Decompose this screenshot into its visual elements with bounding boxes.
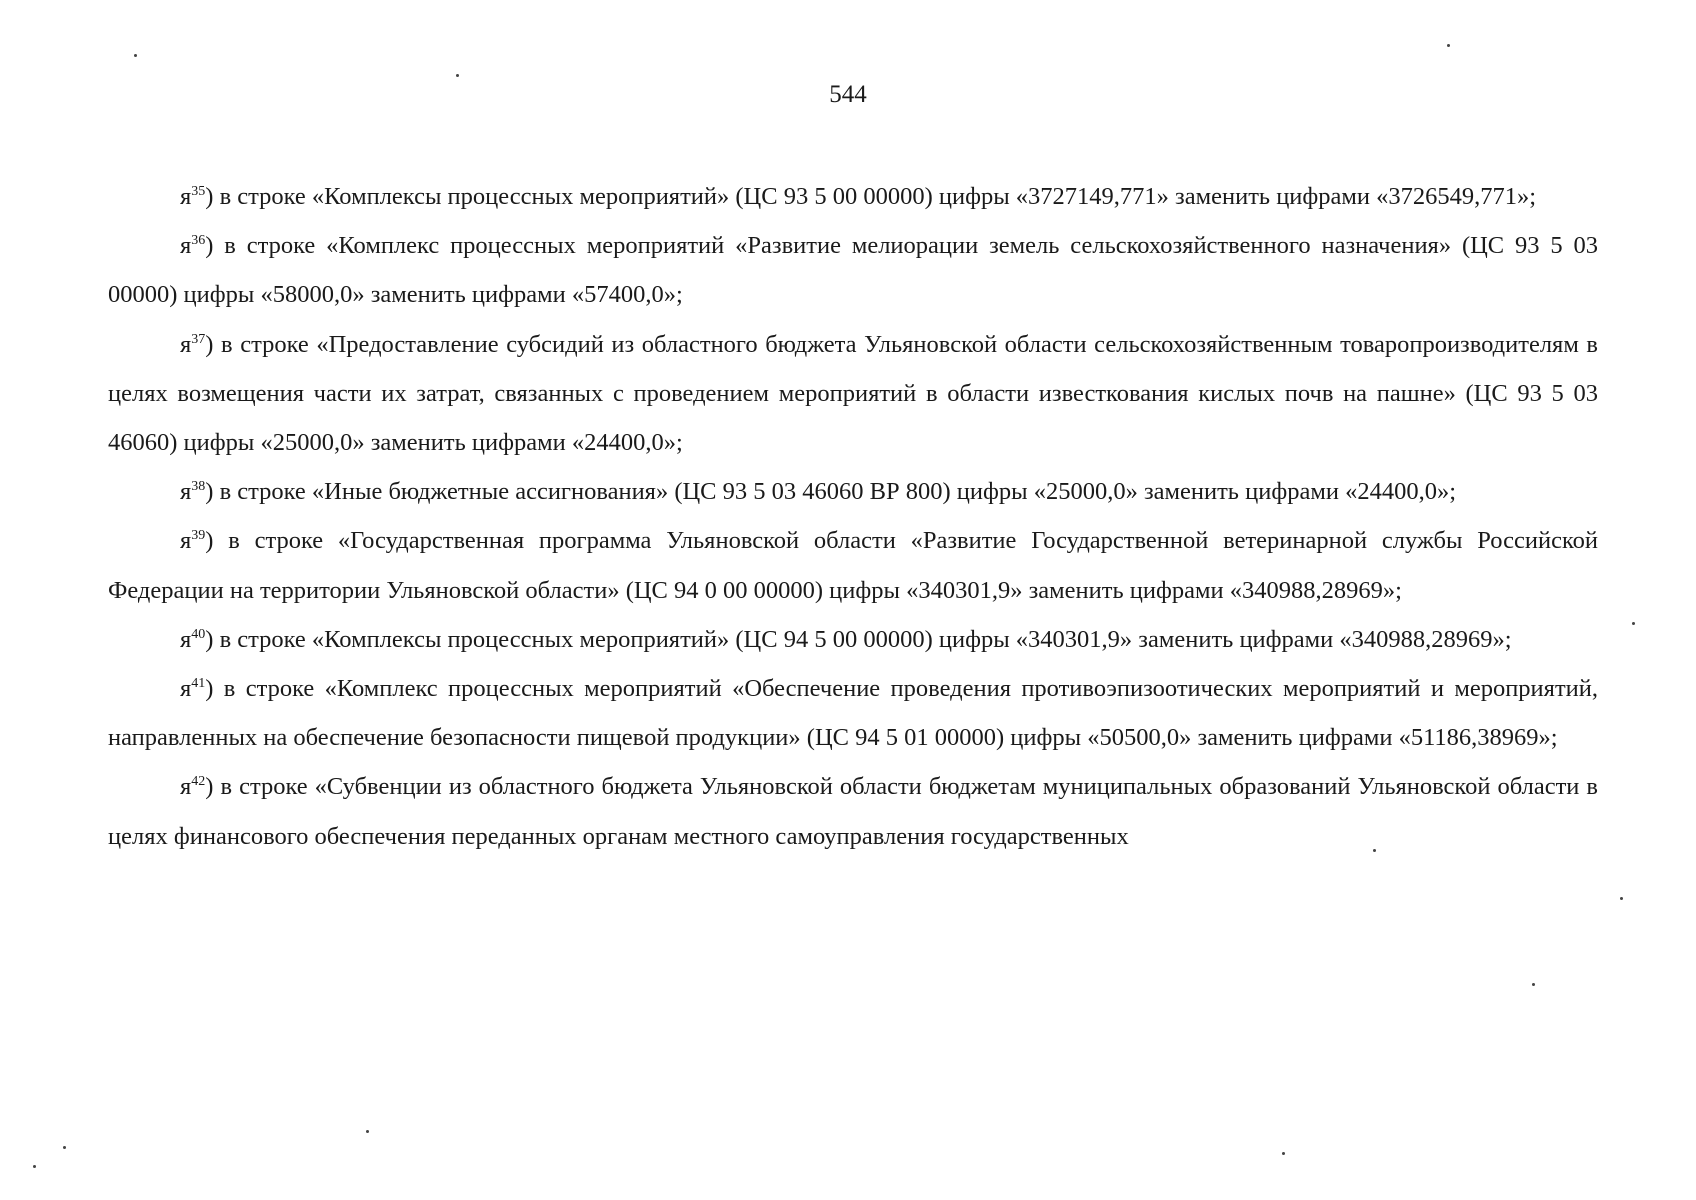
scan-speck [134, 54, 137, 57]
scan-speck [366, 1130, 369, 1133]
paragraph-text: ) в строке «Комплексы процессных мероприятий» (ЦС 94 5 00 00000) цифры «340301,9» заменить цифрами «340988,28969»; [205, 625, 1512, 653]
paragraph-ya40 [108, 615, 1598, 664]
item-marker: $я^{35}$ [180, 183, 206, 210]
item-superscript: 38 [191, 479, 206, 495]
item-marker: $я^{37}$ [180, 330, 206, 358]
document-body [108, 172, 1598, 861]
scan-speck [33, 1165, 36, 1168]
paragraph-text: ) в строке «Комплекс процессных мероприятий «Обеспечение проведения противоэпизоотических мероприятий и мероприятий, направленных на обеспечение безопасности пищевой продукции» (ЦС 94 5 01 00000) цифры «50500,0» заменить цифрами «51186,38969»; [108, 675, 1598, 752]
item-marker: $я^{40}$ [180, 625, 206, 653]
scan-speck [63, 1146, 66, 1149]
paragraph-text: ) в строке «Государственная программа Ульяновской области «Развитие Государственной ветеринарной службы Российской Федерации на территории Ульяновской области» (ЦС 94 0 00 00000) цифры «340301,9» заменить цифрами «340988,28969»; [108, 527, 1598, 604]
paragraph-text: ) в строке «Субвенции из областного бюджета Ульяновской области бюджетам муниципальных образований Ульяновской области в целях финансового обеспечения переданных органам местного самоуправления государственных [108, 773, 1598, 850]
item-marker: $я^{38}$ [180, 478, 206, 506]
scan-speck [1620, 897, 1623, 900]
paragraph-ya35 [108, 172, 1598, 221]
scan-speck [1282, 1152, 1285, 1155]
item-superscript: 37 [191, 331, 206, 347]
paragraph-ya41 [108, 664, 1598, 762]
item-superscript: 41 [191, 675, 206, 691]
item-superscript: 35 [191, 183, 206, 199]
paragraph-ya39 [108, 516, 1598, 614]
scan-speck [1447, 44, 1450, 47]
paragraph-ya42 [108, 762, 1598, 860]
paragraph-ya37 [108, 320, 1598, 468]
item-superscript: 39 [191, 528, 206, 544]
item-marker: $я^{41}$ [180, 675, 206, 703]
scan-speck [1373, 849, 1376, 852]
scan-speck [1532, 983, 1535, 986]
item-superscript: 40 [191, 626, 206, 642]
paragraph-ya36 [108, 221, 1598, 319]
paragraph-text: ) в строке «Иные бюджетные ассигнования» (ЦС 93 5 03 46060 ВР 800) цифры «25000,0» заменить цифрами «24400,0»; [205, 478, 1457, 506]
paragraph-text: ) в строке «Комплекс процессных мероприятий «Развитие мелиорации земель сельскохозяйственного назначения» (ЦС 93 5 03 00000) цифры «58000,0» заменить цифрами «57400,0»; [108, 232, 1598, 309]
paragraph-ya38 [108, 467, 1598, 516]
scan-speck [1632, 622, 1635, 625]
item-marker: $я^{36}$ [180, 232, 206, 260]
item-superscript: 36 [191, 233, 206, 249]
item-superscript: 42 [191, 774, 206, 790]
item-marker: $я^{39}$ [180, 527, 206, 555]
scan-speck [456, 74, 459, 77]
paragraph-text: ) в строке «Комплексы процессных мероприятий» (ЦС 93 5 00 00000) цифры «3727149,771» заменить цифрами «3726549,771»; [205, 183, 1537, 210]
item-marker: $я^{42}$ [180, 773, 206, 801]
paragraph-text: ) в строке «Предоставление субсидий из областного бюджета Ульяновской области сельскохозяйственным товаропроизводителям в целях возмещения части их затрат, связанных с проведением мероприятий в области известкования кислых почв на пашне» (ЦС 93 5 03 46060) цифры «25000,0» заменить цифрами «24400,0»; [108, 330, 1598, 457]
page-number: 544 [829, 81, 867, 108]
